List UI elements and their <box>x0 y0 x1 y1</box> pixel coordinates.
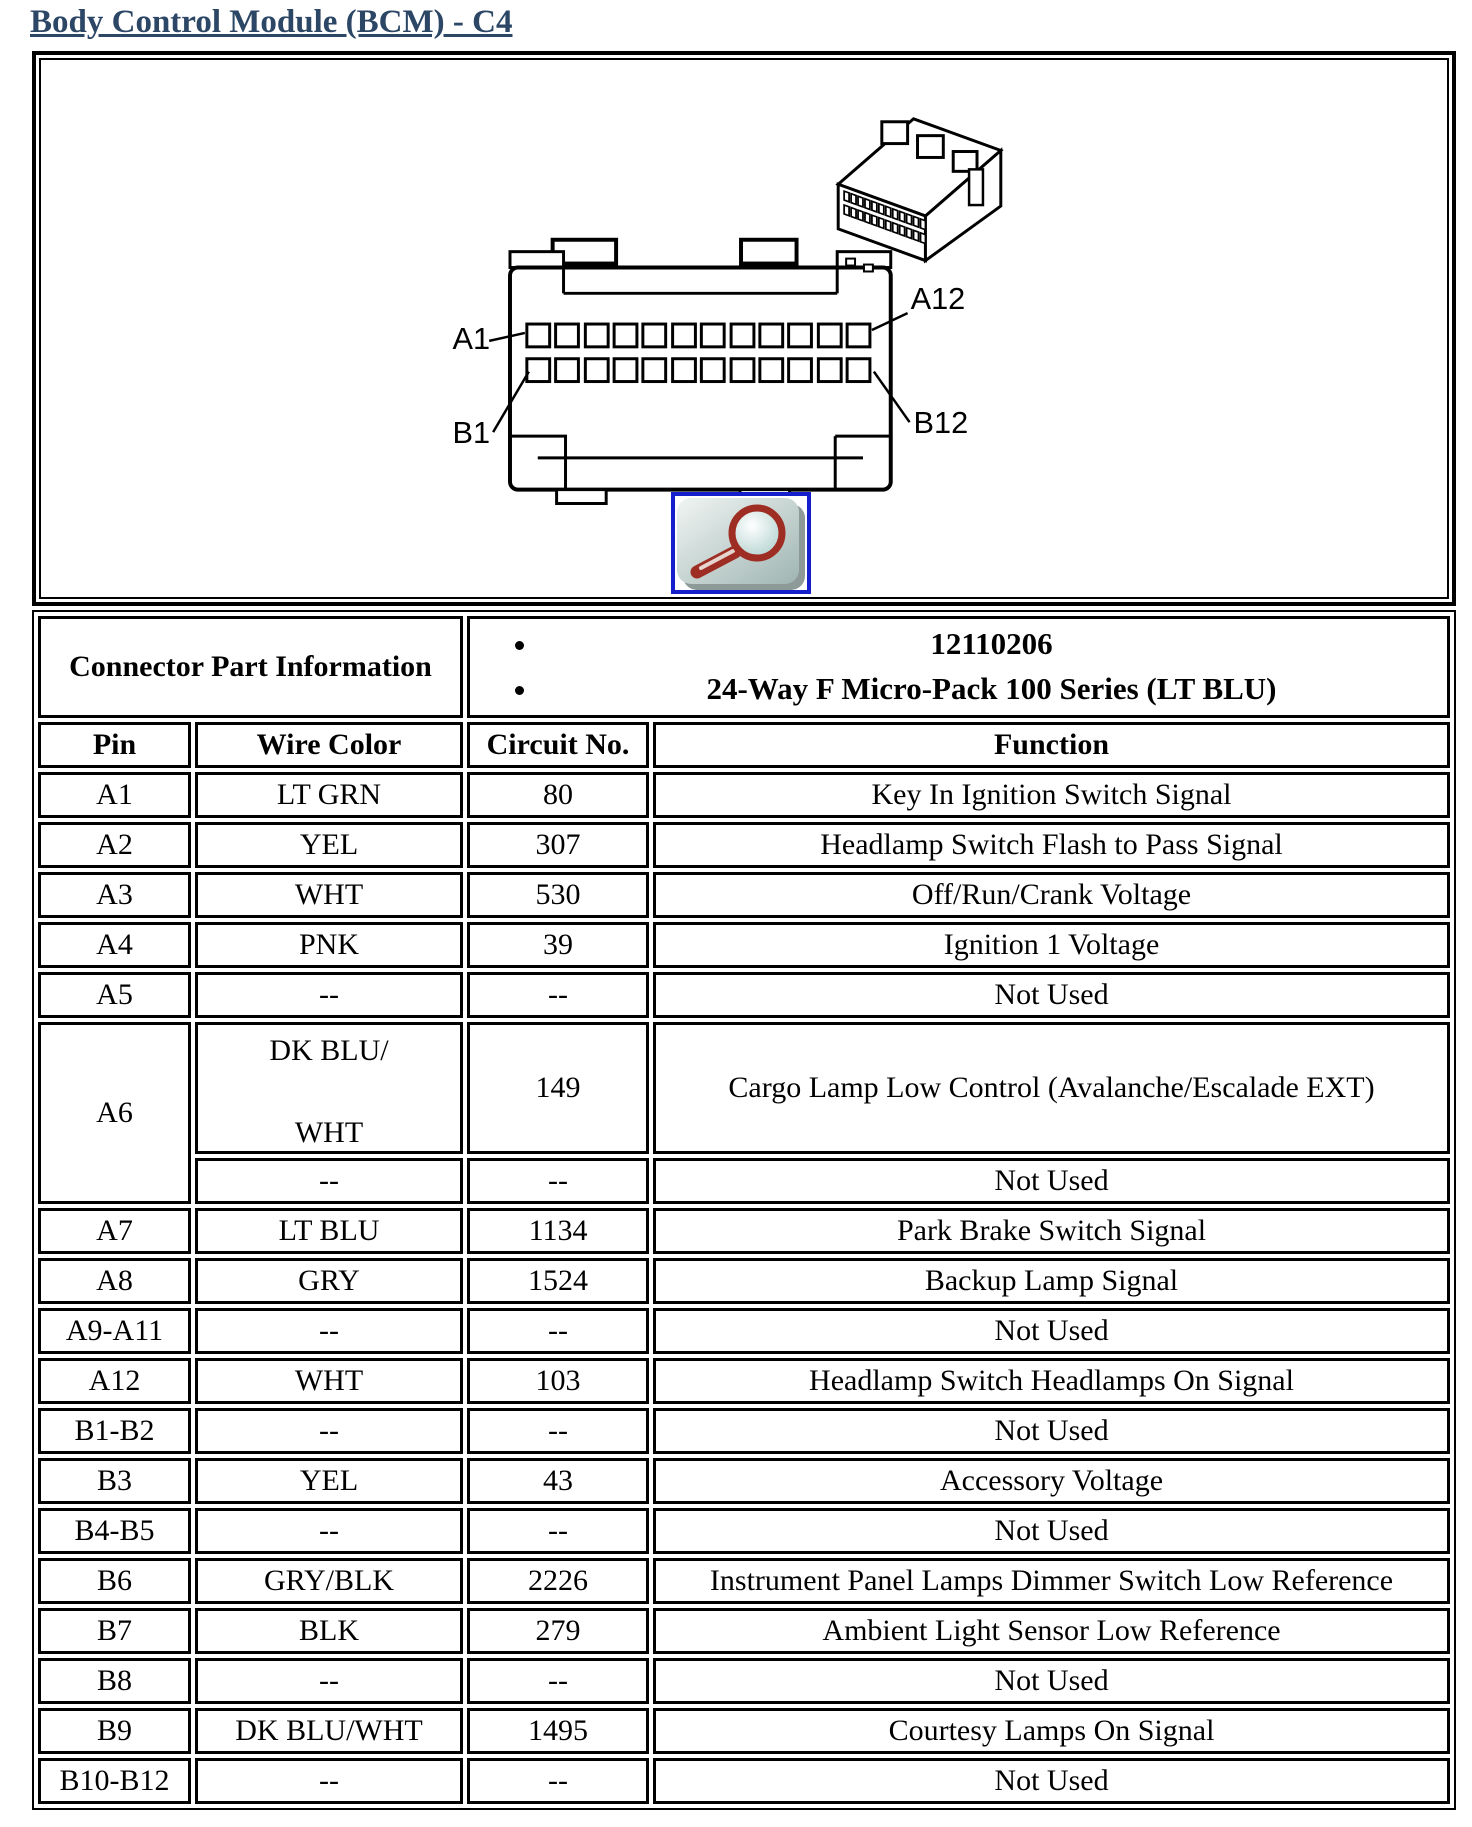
circuit-cell: 307 <box>467 822 649 868</box>
pin-cell: A12 <box>38 1358 191 1404</box>
col-header-pin: Pin <box>38 722 191 768</box>
circuit-cell: 530 <box>467 872 649 918</box>
table-row <box>38 1258 1450 1304</box>
pin-cell: A8 <box>38 1258 191 1304</box>
connector-series: • 24-Way F Micro-Pack 100 Series (LT BLU) <box>540 667 1443 712</box>
connector-part-info-row <box>38 616 1450 718</box>
col-header-circuit: Circuit No. <box>467 722 649 768</box>
pin-cell: B7 <box>38 1608 191 1654</box>
wire-color-cell: YEL <box>195 1458 463 1504</box>
pin-cell: A6 <box>38 1022 191 1204</box>
function-cell: Not Used <box>653 972 1450 1018</box>
pin-cell: B6 <box>38 1558 191 1604</box>
circuit-cell: -- <box>467 1508 649 1554</box>
pin-label-a12: A12 <box>910 281 966 317</box>
table-row <box>38 1708 1450 1754</box>
wire-color-cell: -- <box>195 1158 463 1204</box>
function-cell: Not Used <box>653 1508 1450 1554</box>
connector-part-info-values <box>467 616 1450 718</box>
table-row <box>38 922 1450 968</box>
wire-color-cell: GRY <box>195 1258 463 1304</box>
page-title[interactable]: Body Control Module (BCM) - C4 <box>30 4 513 40</box>
wire-color-cell: -- <box>195 1308 463 1354</box>
connector-front-view <box>489 240 909 504</box>
table-row <box>38 1508 1450 1554</box>
circuit-cell: -- <box>467 1158 649 1204</box>
table-row <box>38 1608 1450 1654</box>
wire-color-cell: PNK <box>195 922 463 968</box>
connector-part-number: • 12110206 <box>540 622 1443 667</box>
wire-color-cell: -- <box>195 1508 463 1554</box>
function-cell: Not Used <box>653 1308 1450 1354</box>
function-cell: Not Used <box>653 1758 1450 1804</box>
wire-color-cell: -- <box>195 972 463 1018</box>
circuit-cell: 103 <box>467 1358 649 1404</box>
pin-label-b1: B1 <box>452 415 491 451</box>
table-row <box>38 1558 1450 1604</box>
pin-label-b12: B12 <box>913 405 969 441</box>
pin-cell: A4 <box>38 922 191 968</box>
table-row <box>38 1458 1450 1504</box>
table-row <box>38 1308 1450 1354</box>
wire-color-line2: WHT <box>294 1115 364 1149</box>
wire-color-cell: LT GRN <box>195 772 463 818</box>
wire-color-cell: WHT <box>195 872 463 918</box>
function-cell: Park Brake Switch Signal <box>653 1208 1450 1254</box>
magnifier-icon <box>675 496 807 590</box>
pin-cell: B8 <box>38 1658 191 1704</box>
wire-color-cell <box>195 1022 463 1154</box>
pin-cell: A9-A11 <box>38 1308 191 1354</box>
circuit-cell: 1134 <box>467 1208 649 1254</box>
function-cell: Cargo Lamp Low Control (Avalanche/Escalade EXT) <box>653 1022 1450 1154</box>
wire-color-line1: DK BLU/ <box>269 1033 389 1067</box>
function-cell: Not Used <box>653 1408 1450 1454</box>
pin-cell: A1 <box>38 772 191 818</box>
pin-cell: A7 <box>38 1208 191 1254</box>
circuit-cell: 1524 <box>467 1258 649 1304</box>
table-row <box>38 1358 1450 1404</box>
circuit-cell: 80 <box>467 772 649 818</box>
table-row <box>38 822 1450 868</box>
table-row <box>38 1658 1450 1704</box>
wire-color-cell: DK BLU/WHT <box>195 1708 463 1754</box>
circuit-cell: -- <box>467 1308 649 1354</box>
function-cell: Key In Ignition Switch Signal <box>653 772 1450 818</box>
wire-color-cell: -- <box>195 1408 463 1454</box>
function-cell: Accessory Voltage <box>653 1458 1450 1504</box>
table-row <box>38 1408 1450 1454</box>
pin-cell: A5 <box>38 972 191 1018</box>
wire-color-cell: YEL <box>195 822 463 868</box>
pin-cell: B9 <box>38 1708 191 1754</box>
table-row <box>38 772 1450 818</box>
circuit-cell: 279 <box>467 1608 649 1654</box>
function-cell: Backup Lamp Signal <box>653 1258 1450 1304</box>
header-row <box>38 722 1450 768</box>
circuit-cell: -- <box>467 1408 649 1454</box>
circuit-cell: 1495 <box>467 1708 649 1754</box>
wire-color-cell: -- <box>195 1758 463 1804</box>
table-row <box>38 1758 1450 1804</box>
connector-part-info-label: Connector Part Information <box>38 616 463 718</box>
pin-label-a1: A1 <box>452 320 491 356</box>
pin-cell: B10-B12 <box>38 1758 191 1804</box>
function-cell: Instrument Panel Lamps Dimmer Switch Low Reference <box>653 1558 1450 1604</box>
function-cell: Ambient Light Sensor Low Reference <box>653 1608 1450 1654</box>
pin-cell: A2 <box>38 822 191 868</box>
circuit-cell: -- <box>467 1658 649 1704</box>
function-cell: Not Used <box>653 1658 1450 1704</box>
function-cell: Headlamp Switch Flash to Pass Signal <box>653 822 1450 868</box>
col-header-wire-color: Wire Color <box>195 722 463 768</box>
pin-function-table <box>32 610 1456 1810</box>
table-row-a6 <box>38 1022 1450 1154</box>
pin-cell: A3 <box>38 872 191 918</box>
wire-color-cell: GRY/BLK <box>195 1558 463 1604</box>
function-cell: Ignition 1 Voltage <box>653 922 1450 968</box>
wire-color-cell: WHT <box>195 1358 463 1404</box>
wire-color-cell: LT BLU <box>195 1208 463 1254</box>
connector-iso-view <box>838 119 1001 272</box>
table-row <box>38 872 1450 918</box>
circuit-cell: -- <box>467 972 649 1018</box>
circuit-cell: 2226 <box>467 1558 649 1604</box>
function-cell: Not Used <box>653 1158 1450 1204</box>
circuit-cell: 149 <box>467 1022 649 1154</box>
pin-cell: B3 <box>38 1458 191 1504</box>
wire-color-cell: BLK <box>195 1608 463 1654</box>
pin-cell: B1-B2 <box>38 1408 191 1454</box>
col-header-function: Function <box>653 722 1450 768</box>
wire-color-cell: -- <box>195 1658 463 1704</box>
function-cell: Courtesy Lamps On Signal <box>653 1708 1450 1754</box>
pin-cell: B4-B5 <box>38 1508 191 1554</box>
table-row <box>38 972 1450 1018</box>
function-cell: Off/Run/Crank Voltage <box>653 872 1450 918</box>
table-row-a6-sub <box>38 1158 1450 1204</box>
circuit-cell: -- <box>467 1758 649 1804</box>
table-row <box>38 1208 1450 1254</box>
zoom-image-button[interactable] <box>671 492 811 594</box>
connector-figure-box <box>32 51 1456 606</box>
function-cell: Headlamp Switch Headlamps On Signal <box>653 1358 1450 1404</box>
circuit-cell: 39 <box>467 922 649 968</box>
circuit-cell: 43 <box>467 1458 649 1504</box>
